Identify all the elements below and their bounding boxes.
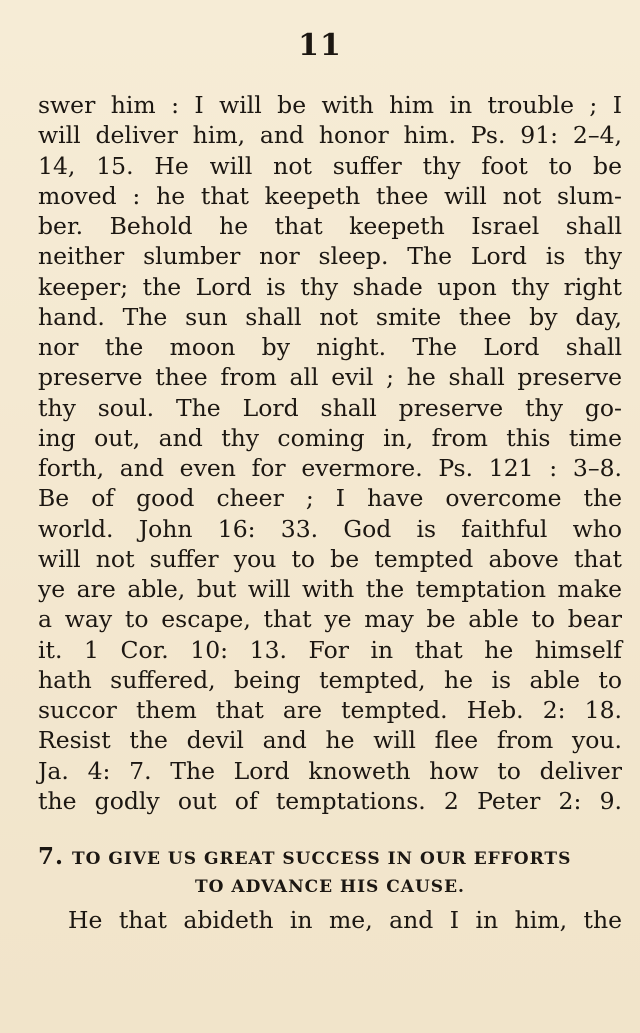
text-line: hand. The sun shall not smite thee by day,: [38, 302, 622, 331]
text-line: thy soul. The Lord shall preserve thy go-: [38, 393, 622, 422]
text-line: succor them that are tempted. Heb. 2: 18.: [38, 696, 622, 724]
text-line: 14, 15. He will not suffer thy foot to be: [38, 151, 622, 180]
text-line: neither slumber nor sleep. The Lord is thy: [38, 242, 622, 271]
section-heading-line-2: TO ADVANCE HIS CAUSE.: [195, 877, 465, 897]
text-line: Ja. 4: 7. The Lord knoweth how to deliver: [38, 756, 622, 785]
text-line: the godly out of temptations. 2 Peter 2: 9.: [38, 786, 622, 815]
body-text: [38, 90, 622, 816]
text-line: moved : he that keepeth thee will not slum-: [38, 181, 622, 210]
text-line: will deliver him, and honor him. Ps. 91: 2–4,: [38, 121, 622, 150]
text-line: preserve thee from all evil ; he shall preserve: [38, 363, 622, 392]
text-line: swer him : I will be with him in trouble ; I: [38, 91, 622, 119]
section-heading: [38, 842, 622, 902]
text-line: keeper; the Lord is thy shade upon thy right: [38, 272, 622, 301]
text-line: a way to escape, that ye may be able to bear: [38, 605, 622, 634]
text-line: Resist the devil and he will flee from you.: [38, 726, 622, 755]
text-line: forth, and even for evermore. Ps. 121 : 3–8.: [38, 454, 622, 482]
section-body: [68, 905, 622, 935]
text-line: ye are able, but will with the temptation make: [38, 575, 622, 603]
text-line: nor the moon by night. The Lord shall: [38, 333, 622, 361]
text-line: ber. Behold he that keepeth Israel shall: [38, 212, 622, 240]
section-number: 7.: [38, 843, 65, 870]
text-line: ing out, and thy coming in, from this time: [38, 423, 622, 452]
text-line: world. John 16: 33. God is faithful who: [38, 514, 622, 543]
page-number: 11: [298, 28, 342, 63]
text-line: hath suffered, being tempted, he is able to: [38, 665, 622, 694]
text-line: it. 1 Cor. 10: 13. For in that he himself: [38, 635, 622, 664]
text-line: He that abideth in me, and I in him, the: [68, 906, 622, 934]
text-line: Be of good cheer ; I have overcome the: [38, 484, 622, 513]
section-heading-line-1: [38, 842, 622, 872]
text-line: will not suffer you to be tempted above that: [38, 544, 622, 573]
section-heading-text-1: TO GIVE US GREAT SUCCESS IN OUR EFFORTS: [72, 849, 572, 869]
